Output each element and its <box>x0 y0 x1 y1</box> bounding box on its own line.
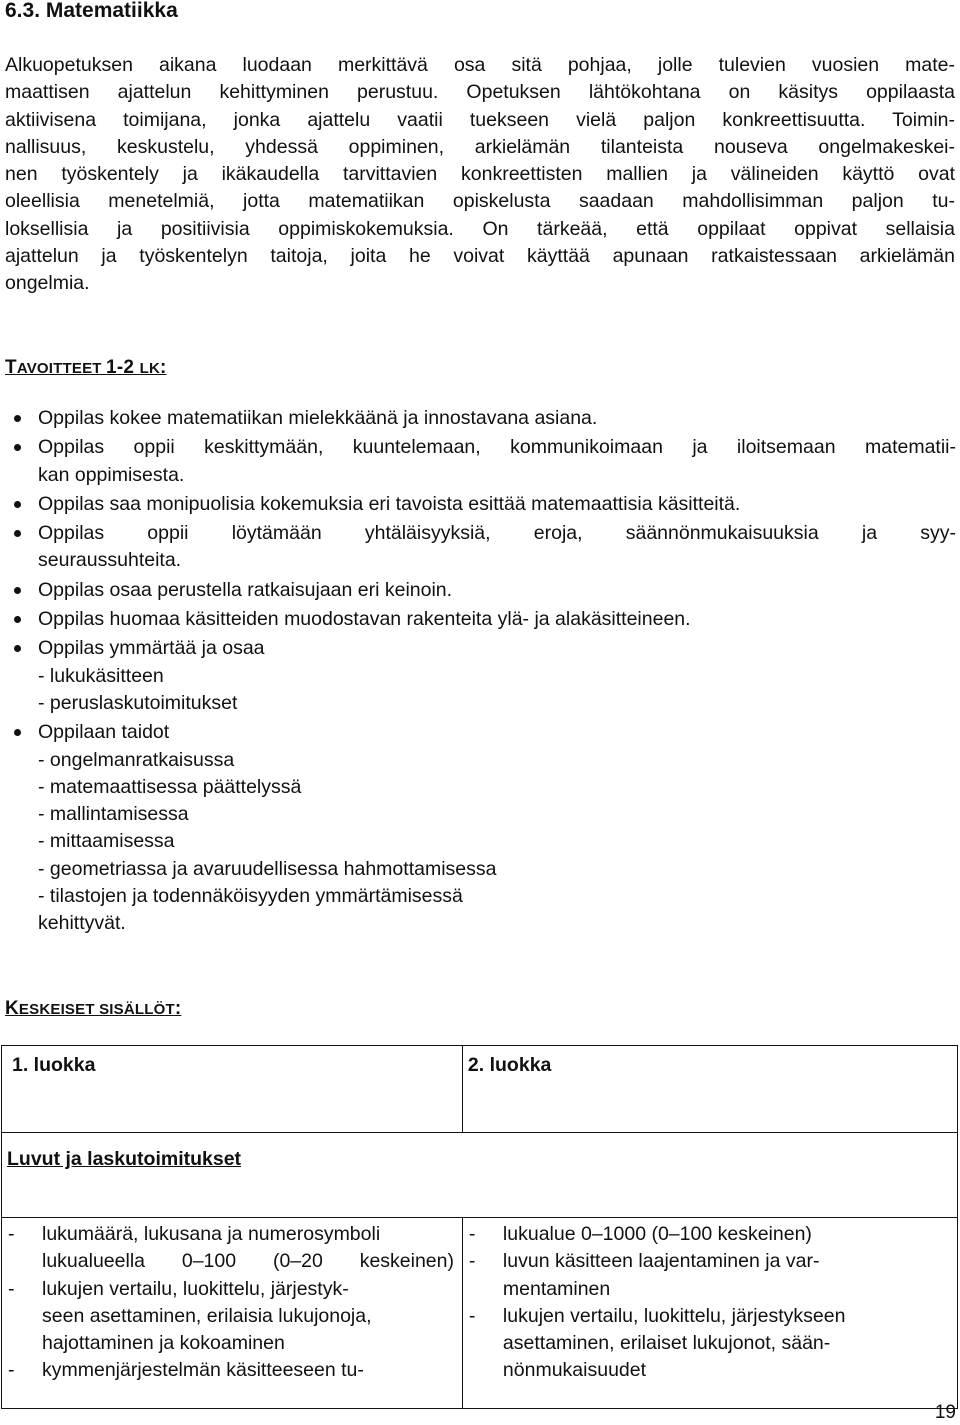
goal-item <box>0 405 960 434</box>
goal-line: - mittaamisessa <box>38 830 175 853</box>
list-item <box>463 1221 957 1248</box>
paragraph-line: loksellisia ja positiivisia oppimiskokemuksia. On tärkeää, että oppilaat oppivat sellaisia <box>5 217 955 240</box>
grade-2-header <box>462 1046 957 1133</box>
paragraph-line: oleellisia menetelmiä, jotta matematiikan opiskelusta saadaan mahdollisimman paljon tu- <box>5 190 955 213</box>
goal-line: - peruslaskutoimitukset <box>38 691 238 714</box>
dash-marker: - <box>8 1359 15 1382</box>
grade-2-header-label: 2. luokka <box>467 1054 552 1076</box>
contents-heading <box>5 998 181 1021</box>
goal-line: - matemaattisessa päättelyssä <box>38 775 302 798</box>
paragraph-line: ajattelun ja työskentelyn taitoja, joita he voivat käyttää apunaan ratkaistessaan arkielämän <box>5 245 955 268</box>
contents-heading-part: K <box>5 998 19 1019</box>
item-line: luvun käsitteen laajentaminen ja var- <box>502 1250 820 1273</box>
goal-line: Oppilas ymmärtää ja osaa <box>38 637 265 660</box>
dash-marker: - <box>8 1277 15 1300</box>
goal-line: seuraussuhteita. <box>38 549 182 572</box>
contents-heading-part: : <box>174 998 182 1019</box>
item-line: lukujen vertailu, luokittelu, järjestyk- <box>42 1277 349 1300</box>
goal-line: Oppilas oppii keskittymään, kuuntelemaan, kommunikoimaan ja iloitsemaan matematii- <box>38 436 956 459</box>
item-line: nönmukaisuudet <box>502 1359 647 1382</box>
item-line: asettaminen, erilaiset lukujonot, sään- <box>502 1332 831 1355</box>
goal-line: - mallintamisessa <box>38 803 189 826</box>
page-number: 19 <box>934 1402 956 1423</box>
paragraph-line: aktiivisena toimijana, jonka ajattelu vaatii tuekseen vielä paljon konkreettisuutta. Toimin- <box>5 108 955 131</box>
list-item <box>2 1276 462 1358</box>
goals-heading-part: : <box>160 357 167 378</box>
bullet-icon <box>14 501 21 508</box>
contents-heading-part: ESKEISET SISÄLLÖT <box>18 1001 175 1018</box>
dash-marker: - <box>8 1223 15 1245</box>
grade-1-header-label: 1. luokka <box>12 1054 96 1076</box>
goals-heading-part: 1-2 <box>106 357 140 378</box>
goal-item <box>0 719 960 937</box>
goal-line: Oppilas osaa perustella ratkaisujaan eri keinoin. <box>38 578 453 601</box>
table-row <box>2 1218 958 1409</box>
goal-item <box>0 635 960 719</box>
dash-marker: - <box>468 1223 476 1245</box>
section-title: Luvut ja laskutoimitukset <box>7 1148 242 1170</box>
item-line: lukujen vertailu, luokittelu, järjestykseen <box>502 1304 846 1327</box>
paragraph-line: maattisen ajattelun kehittyminen perustuu. Opetuksen lähtökohtana on käsitys oppilaasta <box>5 81 955 104</box>
intro-paragraph <box>5 52 955 298</box>
item-line: lukumäärä, lukusana ja numerosymboli <box>42 1223 381 1245</box>
item-line: lukualue 0–1000 (0–100 keskeinen) <box>502 1223 812 1245</box>
goal-line: - tilastojen ja todennäköisyyden ymmärtämisessä <box>38 885 463 908</box>
bullet-icon <box>14 587 21 594</box>
dash-marker: - <box>468 1304 476 1327</box>
item-line: lukualueella 0–100 (0–20 keskeinen) <box>42 1250 454 1273</box>
section-heading: 6.3. Matematiikka <box>5 0 178 22</box>
goal-line: Oppilas kokee matematiikan mielekkäänä ja innostavana asiana. <box>38 407 598 429</box>
grade-1-header <box>2 1046 463 1133</box>
paragraph-line: nen työskentely ja ikäkaudella tarvittavien konkreettisten mallien ja välineiden käyttö ovat <box>5 163 955 186</box>
goal-item <box>0 434 960 491</box>
goal-line: kan oppimisesta. <box>38 463 185 486</box>
goal-line: kehittyvät. <box>38 912 126 935</box>
contents-table <box>1 1045 958 1409</box>
item-line: mentaminen <box>502 1277 611 1300</box>
goal-item <box>0 520 960 577</box>
goal-line: - lukukäsitteen <box>38 664 164 687</box>
goal-line: Oppilaan taidot <box>38 721 170 744</box>
paragraph-line: ongelmia. <box>5 272 90 295</box>
goal-line: - geometriassa ja avaruudellisessa hahmottamisessa <box>38 857 497 880</box>
table-header-row <box>2 1046 958 1133</box>
goals-heading-part: LK <box>139 360 160 377</box>
goals-list <box>0 405 960 938</box>
item-line: kymmenjärjestelmän käsitteeseen tu- <box>42 1359 364 1382</box>
paragraph-line: Alkuopetuksen aikana luodaan merkittävä osa sitä pohjaa, jolle tulevien vuosien mate- <box>5 54 955 76</box>
paragraph-line: nallisuus, keskustelu, yhdessä oppiminen, arkielämän tilanteista nouseva ongelmakeskei- <box>5 135 955 158</box>
table-section-row <box>2 1133 958 1218</box>
goal-item <box>0 491 960 520</box>
item-line: hajottaminen ja kokoaminen <box>42 1332 285 1355</box>
item-line: seen asettaminen, erilaisia lukujonoja, <box>42 1304 372 1327</box>
list-item <box>463 1303 957 1385</box>
goals-heading <box>5 357 167 380</box>
goals-heading-part: AVOITTEET <box>16 360 107 377</box>
list-item <box>2 1357 462 1384</box>
goal-line: Oppilas saa monipuolisia kokemuksia eri tavoista esittää matemaattisia käsitteitä. <box>38 492 741 515</box>
goal-line: Oppilas oppii löytämään yhtäläisyyksiä, eroja, säännönmukaisuuksia ja syy- <box>38 522 956 545</box>
goal-line: - ongelmanratkaisussa <box>38 748 235 771</box>
list-item <box>2 1221 462 1276</box>
dash-marker: - <box>468 1250 476 1273</box>
section-cell <box>2 1133 958 1218</box>
goal-item <box>0 577 960 606</box>
grade-2-cell <box>462 1218 957 1409</box>
goal-item <box>0 606 960 635</box>
bullet-icon <box>14 415 21 422</box>
grade-1-cell <box>2 1218 463 1409</box>
goal-line: Oppilas huomaa käsitteiden muodostavan rakenteita ylä- ja alakäsitteineen. <box>38 608 691 631</box>
list-item <box>463 1248 957 1303</box>
goals-heading-part: T <box>5 357 17 378</box>
